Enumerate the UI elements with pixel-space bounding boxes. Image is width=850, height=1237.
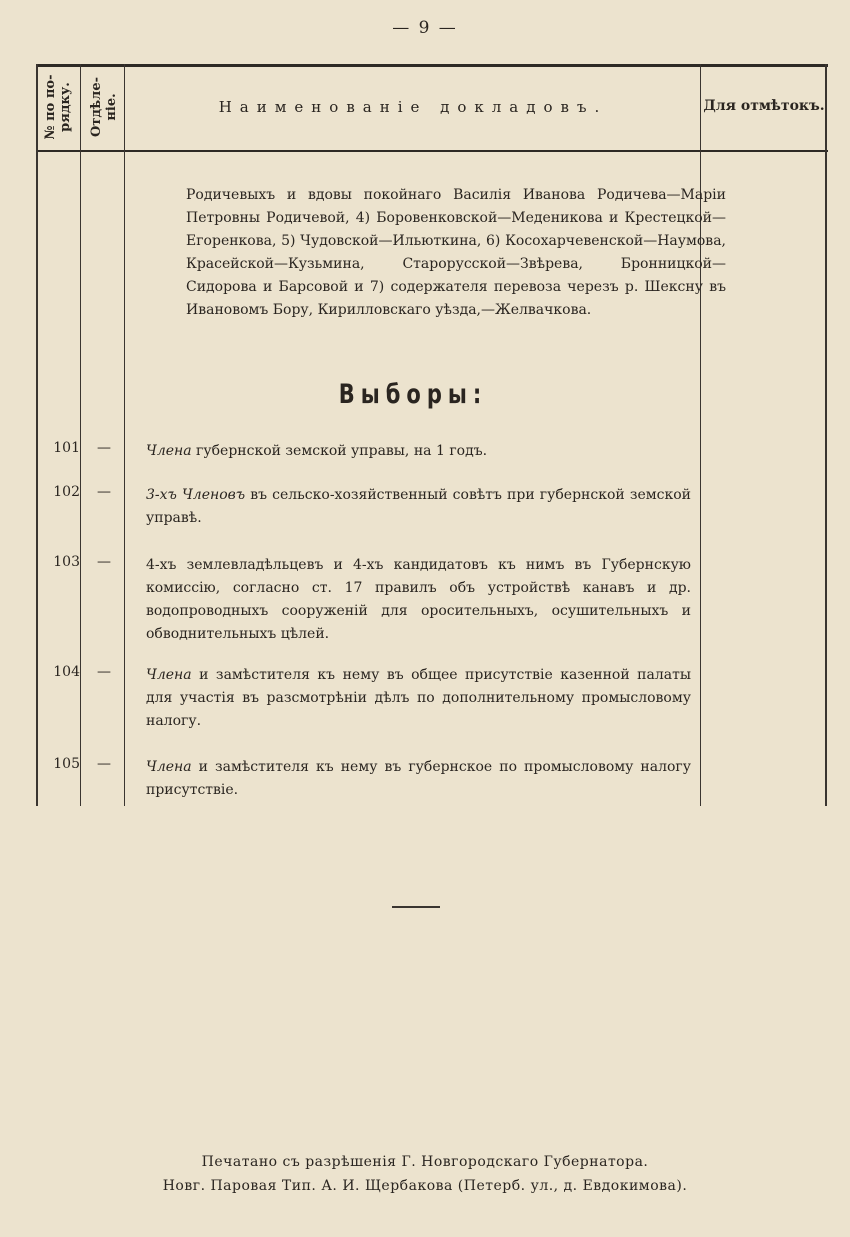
header-number-line1: № по по- [43,74,58,140]
item-body: и замѣстителя къ нему въ общее присутствіе казенной палаты для участія въ разсмотрѣніи дѣлъ по дополнительному промысловому налогу. [146,667,691,729]
number-column-rule [80,64,81,806]
item-text [146,484,691,530]
item-text [146,554,691,646]
item-department: — [97,440,111,456]
title-column-rule [700,64,701,806]
header-department-line1: Отдѣле- [89,76,104,138]
item-body: и замѣстителя къ нему въ губернское по промысловому налогу присутствіе. [146,759,691,798]
item-number: 102 [53,484,80,500]
header-notes-column: Для отмѣтокъ. [703,98,825,114]
imprint-line-censor: Печатано съ разрѣшенія Г. Новгородскаго Губернатора. [201,1154,649,1170]
item-department: — [97,484,111,500]
item-lead: Члена [146,667,192,683]
header-department-line2: ніе. [104,93,119,121]
header-department-column [89,63,119,151]
item-lead: 3-хъ Членовъ [146,487,246,503]
item-number: 103 [53,554,80,570]
header-title-column: Наименованіе докладовъ. [218,98,608,116]
header-number-line2: рядку. [58,82,73,132]
header-number-column [43,63,73,151]
imprint-line-printer: Новг. Паровая Тип. А. И. Щербакова (Петерб. ул., д. Евдокимова). [162,1178,688,1194]
item-number: 101 [53,440,80,456]
continuation-paragraph: Родичевыхъ и вдовы покойнаго Василія Иванова Родичева—Маріи Петровны Родичевой, 4) Боровенковской—Меденикова и Крестецкой—Егоренкова, 5) Чудовской—Ильюткина, 6) Косохарчевенской—Наумова, Красейской—Кузьмина, Старорусской—Звѣрева, Бронницкой—Сидорова и Барсовой и 7) содержателя перевоза черезъ р. Шексну въ Ивановомъ Бору, Кирилловскаго уѣзда,—Желвачкова. [186,187,726,318]
item-lead: Члена [146,443,192,459]
imprint-footer [0,1150,850,1198]
section-title: Выборы: [338,379,488,409]
end-divider [392,906,440,908]
header-bottom-rule [36,150,828,152]
item-body: губернской земской управы, на 1 годъ. [191,443,488,459]
item-number: 105 [53,756,80,772]
page-number: — 9 — [392,18,458,38]
table-left-border [36,64,38,806]
item-number: 104 [53,664,80,680]
item-lead: Члена [146,759,192,775]
table-top-rule [36,64,828,67]
item-department: — [97,756,111,772]
item-department: — [97,554,111,570]
reports-table [36,64,828,806]
item-text [146,664,691,733]
item-body: въ сельско-хозяйственный совѣтъ при губернской земской управѣ. [146,487,691,526]
table-right-border [825,64,827,806]
item-body: 4-хъ землевладѣльцевъ и 4-хъ кандидатовъ къ нимъ въ Губернскую комиссію, согласно ст. 17 правилъ объ устройствѣ канавъ и др. водопроводныхъ сооруженій для оросительныхъ, осушительныхъ и обводнительныхъ цѣлей. [146,557,691,642]
item-text [146,440,691,463]
item-department: — [97,664,111,680]
item-text [146,756,691,802]
department-column-rule [124,64,125,806]
